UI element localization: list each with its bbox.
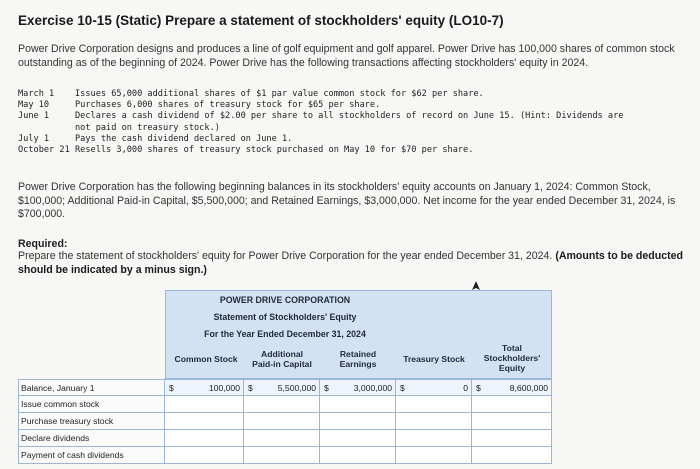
column-header-apic-line1: Additional (260, 349, 303, 359)
column-header-common-stock: Common Stock (174, 354, 238, 364)
statement-worksheet (18, 290, 552, 469)
transactions-list (18, 89, 690, 156)
row-label-payment-dividends[interactable]: Payment of cash dividends (18, 447, 165, 464)
intro-paragraph: Power Drive Corporation designs and produces a line of golf equipment and golf apparel. Power Drive has 100,000 shares of common stock outstanding as of the beginning of 2024. Power Drive has the following transactions affecting stockholders' equity in 2024. (18, 43, 675, 69)
currency-symbol: $ (476, 383, 481, 393)
currency-symbol: $ (324, 383, 329, 393)
balance-treasury-stock (396, 379, 472, 396)
transaction-description: Pays the cash dividend declared on June 1. (75, 133, 293, 144)
transaction-date: May 10 (18, 100, 50, 111)
required-heading: Required: (18, 238, 68, 250)
input-declare-retained-earnings[interactable] (320, 430, 396, 447)
row-label-declare-dividends[interactable]: Declare dividends (18, 430, 165, 447)
column-header-apic (244, 349, 320, 369)
input-payment-apic[interactable] (244, 447, 320, 464)
transaction-row (18, 100, 690, 111)
transaction-description: not paid on treasury stock.) (75, 122, 220, 133)
beginning-balances-paragraph: Power Drive Corporation has the following beginning balances in its stockholders' equity accounts on January 1, 2024: Common Stock, $100,000; Additional Paid-in Capital, $5,500,000; and Retained Earnings, $3,000,000. Net income for the year ended December 31, 2024, is $700,000. (18, 181, 676, 220)
currency-symbol: $ (248, 383, 253, 393)
input-payment-treasury-stock[interactable] (396, 447, 472, 464)
column-header-total-line1: Total (502, 343, 522, 353)
currency-symbol: $ (169, 383, 174, 393)
input-issue-common-stock[interactable] (165, 396, 244, 413)
row-label-purchase-treasury[interactable]: Purchase treasury stock (18, 413, 165, 430)
column-header-treasury-stock: Treasury Stock (403, 354, 465, 364)
input-payment-total[interactable] (472, 447, 552, 464)
transaction-row (18, 111, 690, 122)
currency-symbol: $ (400, 383, 405, 393)
balance-common-stock-value: 100,000 (208, 383, 240, 393)
required-instructions (18, 250, 690, 277)
transaction-date: October 21 (18, 144, 70, 155)
input-issue-apic[interactable] (244, 396, 320, 413)
transaction-description: Declares a cash dividend of $2.00 per share to all stockholders of record on June 15. (Hint: Dividends are (75, 111, 624, 122)
input-purchase-apic[interactable] (244, 413, 320, 430)
required-note: (Amounts to be deducted should be indicated by a minus sign.) (18, 250, 684, 276)
statement-period: For the Year Ended December 31, 2024 (204, 329, 366, 339)
input-issue-retained-earnings[interactable] (320, 396, 396, 413)
required-text: Prepare the statement of stockholders' equity for Power Drive Corporation for the year ended December 31, 2024. (18, 250, 553, 262)
input-declare-common-stock[interactable] (165, 430, 244, 447)
balance-apic-value: 5,500,000 (277, 383, 316, 393)
statement-name: Statement of Stockholders' Equity (213, 312, 357, 322)
transaction-description: Resells 3,000 shares of treasury stock purchased on May 10 for $70 per share. (75, 144, 474, 155)
balance-retained-earnings (320, 379, 396, 396)
column-header-re-line2: Earnings (339, 359, 377, 369)
input-payment-retained-earnings[interactable] (320, 447, 396, 464)
balance-retained-earnings-value: 3,000,000 (353, 383, 392, 393)
balance-apic (244, 379, 320, 396)
input-declare-total[interactable] (472, 430, 552, 447)
input-declare-treasury-stock[interactable] (396, 430, 472, 447)
balance-total-equity-value: 8,600,000 (509, 383, 548, 393)
transaction-row (18, 89, 690, 100)
transaction-description: Purchases 6,000 shares of treasury stock for $65 per share. (75, 100, 381, 111)
transaction-date: June 1 (18, 111, 50, 122)
input-issue-treasury-stock[interactable] (396, 396, 472, 413)
input-purchase-retained-earnings[interactable] (320, 413, 396, 430)
exercise-title: Exercise 10-15 (Static) Prepare a statement of stockholders' equity (LO10-7) (18, 13, 504, 28)
transaction-row (18, 134, 690, 145)
column-header-apic-line2: Paid-in Capital (252, 359, 312, 369)
column-header-retained-earnings (320, 349, 396, 369)
input-payment-common-stock[interactable] (165, 447, 244, 464)
input-purchase-total[interactable] (472, 413, 552, 430)
balance-treasury-stock-value: 0 (463, 383, 468, 393)
column-header-total-line3: Equity (498, 363, 526, 373)
input-issue-total[interactable] (472, 396, 552, 413)
input-purchase-treasury-stock[interactable] (396, 413, 472, 430)
input-purchase-common-stock[interactable] (165, 413, 244, 430)
transaction-row (18, 145, 690, 156)
balance-total-equity (472, 379, 552, 396)
column-header-total-line2: Stockholders' (483, 353, 541, 363)
input-declare-apic[interactable] (244, 430, 320, 447)
transaction-row (18, 123, 690, 134)
column-header-total-equity (472, 343, 552, 373)
column-header-re-line1: Retained (339, 349, 377, 359)
transaction-date: March 1 (18, 89, 55, 99)
balance-common-stock (165, 379, 244, 396)
transaction-description: Issues 65,000 additional shares of $1 par value common stock for $62 per share. (75, 89, 484, 99)
statement-company: POWER DRIVE CORPORATION (219, 295, 351, 305)
row-label-issue-common-stock[interactable]: Issue common stock (18, 396, 165, 413)
transaction-date: July 1 (18, 133, 50, 144)
row-label-balance-jan1: Balance, January 1 (18, 379, 165, 396)
